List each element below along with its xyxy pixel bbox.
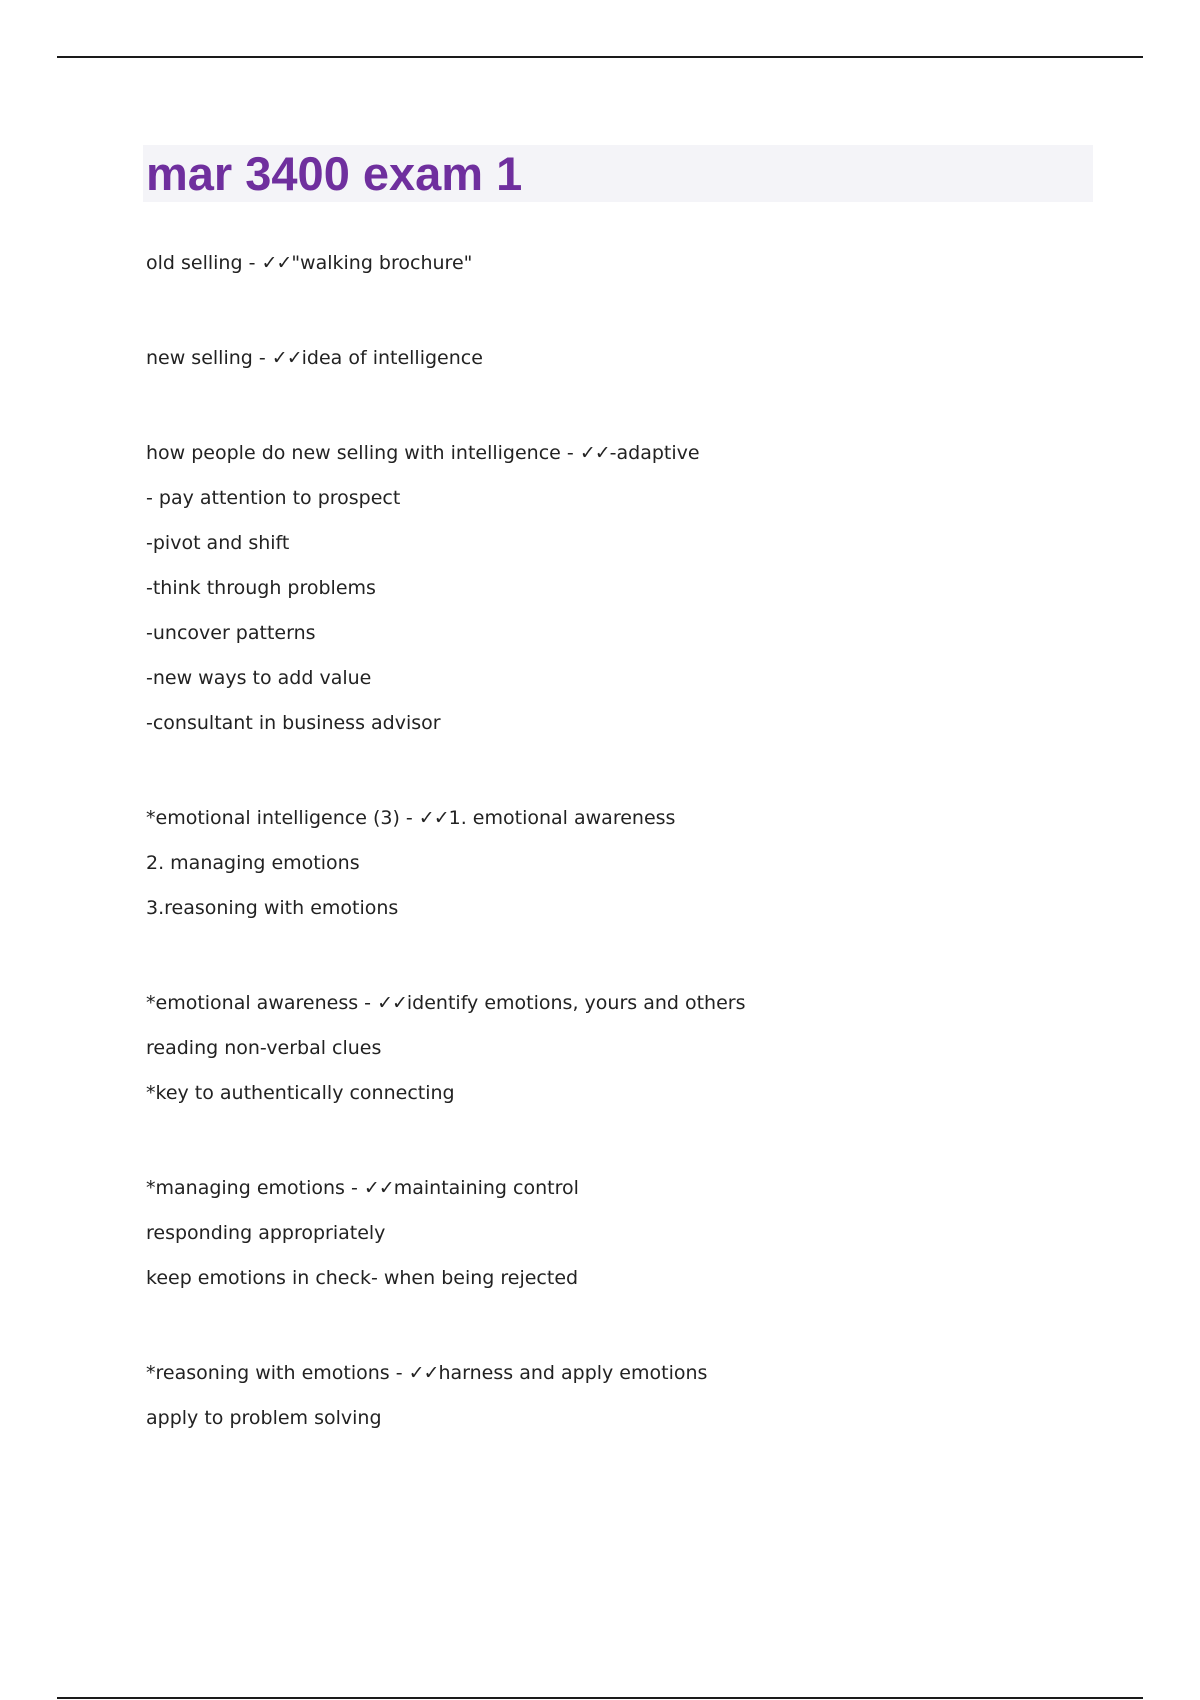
flashcard-definition: harness and apply emotions	[438, 1362, 708, 1384]
flashcard-term: how people do new selling with intelligence	[146, 442, 561, 464]
checkmark-icon: ✓✓	[271, 347, 302, 369]
flashcard-term: *emotional intelligence (3)	[146, 807, 400, 829]
flashcard-term: *managing emotions	[146, 1177, 345, 1199]
flashcard-definition-line: - pay attention to prospect	[146, 487, 401, 509]
flashcard-definition-line: -consultant in business advisor	[146, 712, 441, 734]
checkmark-icon: ✓✓	[408, 1362, 439, 1384]
flashcard-line: new selling - ✓✓idea of intelligence	[146, 347, 483, 369]
flashcard-definition-line: -pivot and shift	[146, 532, 290, 554]
flashcard-definition-line: 2. managing emotions	[146, 852, 360, 874]
flashcard-line: *managing emotions - ✓✓maintaining control	[146, 1177, 579, 1199]
flashcard-definition-line: *key to authentically connecting	[146, 1082, 455, 1104]
page-title: mar 3400 exam 1	[146, 147, 523, 200]
flashcard-list	[146, 247, 1086, 1447]
flashcard-line: *emotional intelligence (3) - ✓✓1. emotional awareness	[146, 807, 676, 829]
flashcard-line: how people do new selling with intelligence - ✓✓-adaptive	[146, 442, 700, 464]
flashcard-line: *emotional awareness - ✓✓identify emotions, yours and others	[146, 992, 746, 1014]
checkmark-icon: ✓✓	[418, 807, 449, 829]
flashcard-line: *reasoning with emotions - ✓✓harness and apply emotions	[146, 1362, 708, 1384]
flashcard-definition: -adaptive	[609, 442, 700, 464]
top-rule	[57, 56, 1143, 58]
flashcard-term: *reasoning with emotions	[146, 1362, 390, 1384]
flashcard-definition-line: -uncover patterns	[146, 622, 316, 644]
checkmark-icon: ✓✓	[363, 1177, 394, 1199]
checkmark-icon: ✓✓	[579, 442, 610, 464]
flashcard-definition: maintaining control	[393, 1177, 579, 1199]
flashcard-definition-line: keep emotions in check- when being rejected	[146, 1267, 579, 1289]
flashcard-definition: "walking brochure"	[291, 252, 473, 274]
flashcard-definition: identify emotions, yours and others	[406, 992, 746, 1014]
flashcard-definition-line: apply to problem solving	[146, 1407, 382, 1429]
flashcard-line: old selling - ✓✓"walking brochure"	[146, 252, 473, 274]
checkmark-icon: ✓✓	[377, 992, 407, 1014]
flashcard-definition-line: responding appropriately	[146, 1222, 386, 1244]
flashcard-definition-line: 3.reasoning with emotions	[146, 897, 399, 919]
bottom-rule	[57, 1697, 1143, 1699]
flashcard-definition-line: -new ways to add value	[146, 667, 372, 689]
flashcard-term: old selling	[146, 252, 243, 274]
flashcard-definition-line: -think through problems	[146, 577, 376, 599]
flashcard-definition: 1. emotional awareness	[448, 807, 676, 829]
flashcard-definition-line: reading non-verbal clues	[146, 1037, 382, 1059]
checkmark-icon: ✓✓	[261, 252, 292, 274]
flashcard-definition: idea of intelligence	[301, 347, 483, 369]
flashcard-term: *emotional awareness	[146, 992, 359, 1014]
flashcard-term: new selling	[146, 347, 253, 369]
